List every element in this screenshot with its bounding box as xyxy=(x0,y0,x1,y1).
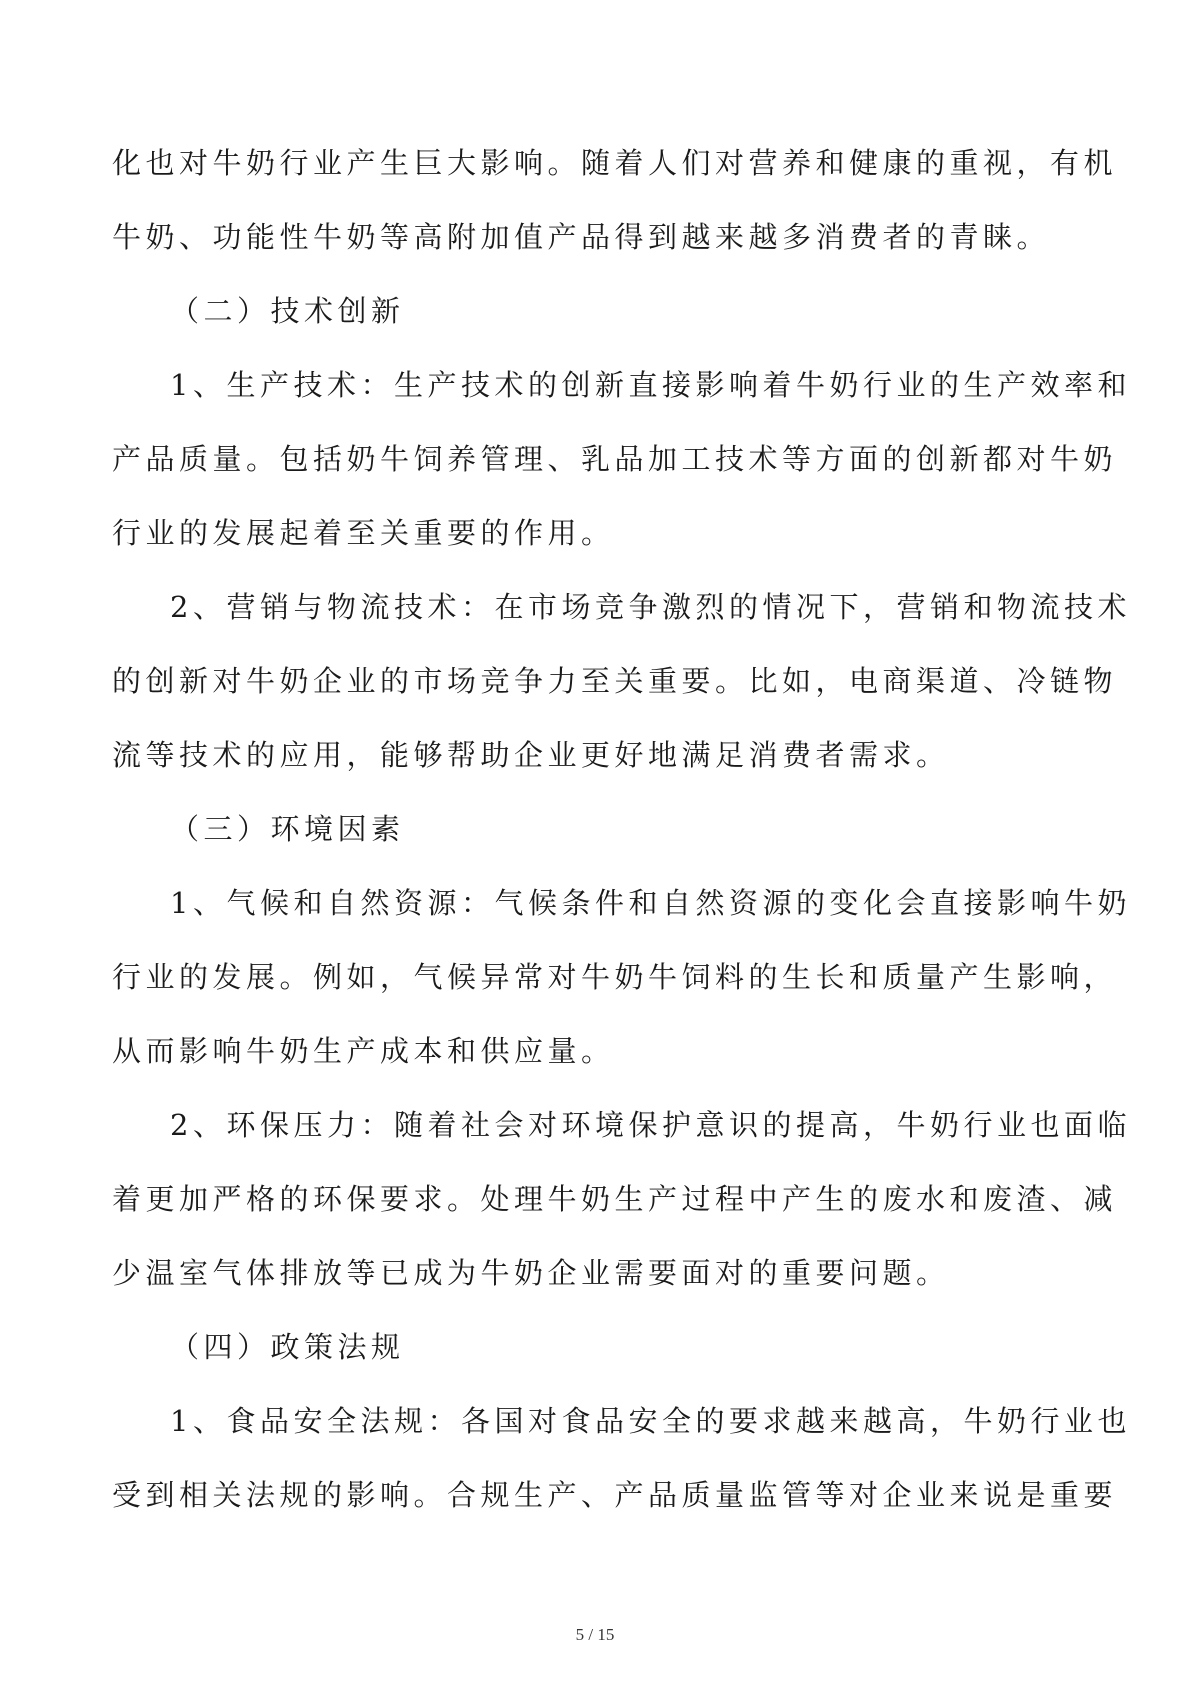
section-heading: （四）政策法规 xyxy=(170,1330,405,1364)
text-line: 产品质量。包括奶牛饲养管理、乳品加工技术等方面的创新都对牛奶 xyxy=(112,442,1118,476)
text-line: 受到相关法规的影响。合规生产、产品质量监管等对企业来说是重要 xyxy=(112,1478,1118,1512)
text-line: 流等技术的应用，能够帮助企业更好地满足消费者需求。 xyxy=(112,738,950,772)
text-line: 少温室气体排放等已成为牛奶企业需要面对的重要问题。 xyxy=(112,1256,950,1290)
text-line: 行业的发展起着至关重要的作用。 xyxy=(112,516,615,550)
text-line: 着更加严格的环保要求。处理牛奶生产过程中产生的废水和废渣、减 xyxy=(112,1182,1118,1216)
document-body xyxy=(112,126,1131,1532)
text-line: 的创新对牛奶企业的市场竞争力至关重要。比如，电商渠道、冷链物 xyxy=(112,664,1118,698)
section-heading: （三）环境因素 xyxy=(170,812,405,846)
text-line: 1、食品安全法规：各国对食品安全的要求越来越高，牛奶行业也 xyxy=(170,1404,1131,1438)
text-line: 1、气候和自然资源：气候条件和自然资源的变化会直接影响牛奶 xyxy=(170,886,1131,920)
text-line: 行业的发展。例如，气候异常对牛奶牛饲料的生长和质量产生影响， xyxy=(112,960,1118,994)
section-heading: （二）技术创新 xyxy=(170,294,405,328)
text-line: 2、营销与物流技术：在市场竞争激烈的情况下，营销和物流技术 xyxy=(170,590,1131,624)
page-number: 5 / 15 xyxy=(575,1625,615,1644)
text-line: 2、环保压力：随着社会对环境保护意识的提高，牛奶行业也面临 xyxy=(170,1108,1131,1142)
text-line: 从而影响牛奶生产成本和供应量。 xyxy=(112,1034,615,1068)
text-line: 牛奶、功能性牛奶等高附加值产品得到越来越多消费者的青睐。 xyxy=(112,220,1051,254)
text-line: 化也对牛奶行业产生巨大影响。随着人们对营养和健康的重视，有机 xyxy=(112,146,1118,180)
text-line: 1、生产技术：生产技术的创新直接影响着牛奶行业的生产效率和 xyxy=(170,368,1131,402)
